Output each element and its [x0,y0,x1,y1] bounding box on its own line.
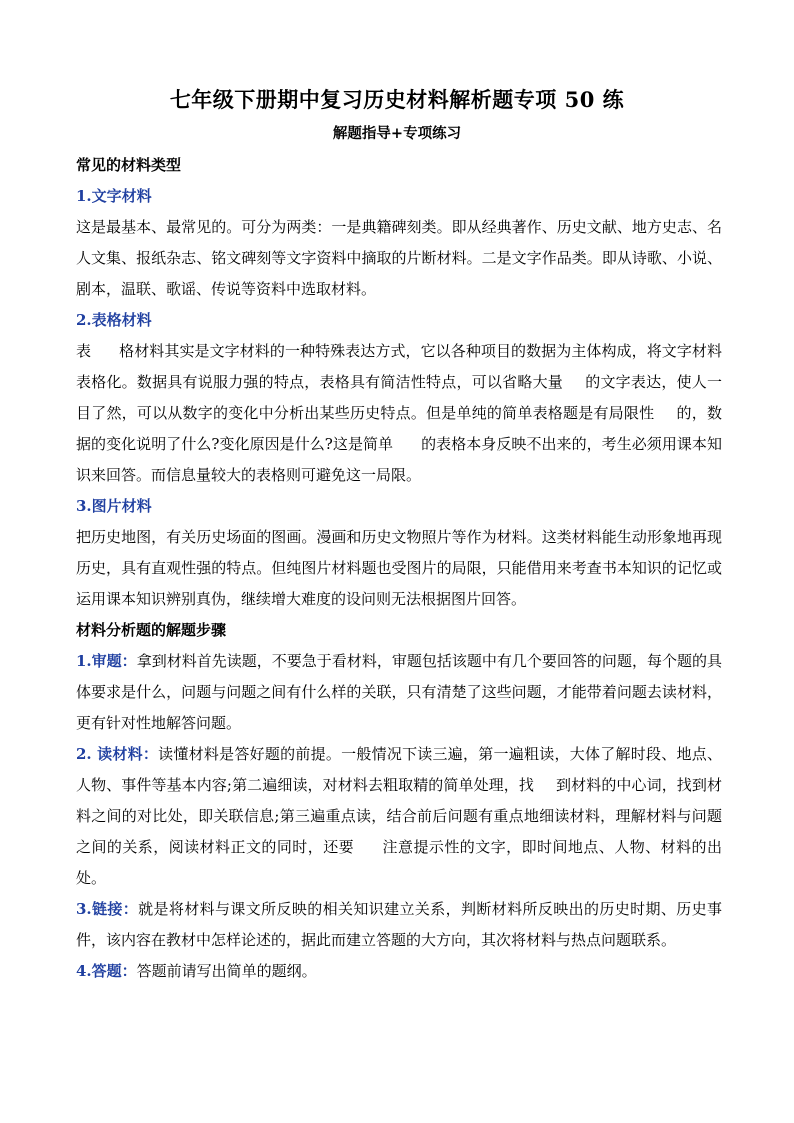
table-para-part-4: 的，数据的变化说明了什么?变化原因是什么?这是简单 [76,404,722,453]
table-para-part-1: 表 [76,342,92,360]
table-para-part-3: 的文字表达，使人一目了然，可以从数字的变化中分析出某些历史特点。但是单纯的简单表格题是有局限性 [76,373,722,422]
step-label: 3.链接： [76,900,139,918]
step-text: 就是将材料与课文所反映的相关知识建立关系，判断材料所反映出的历史时期、历史事件，该内容在教材中怎样论述的，据此而建立答题的大方向，其次将材料与热点问题联系。 [76,900,722,949]
step-text: 拿到材料首先读题，不要急于看材料，审题包括该题中有几个要回答的问题，每个题的具体要求是什么，问题与问题之间有什么样的关联，只有清楚了这些问题，才能带着问题去读材料，更有针对性地解答问题。 [76,652,722,732]
heading-text-material: 1.文字材料 [76,187,152,205]
step-text: 读懂材料是答好题的前提。一般情况下读三遍，第一遍粗读，大体了解时段、地点、人物、事件等基本内容;第二遍细读，对材料去粗取精的简单处理，找 [76,745,722,794]
step-read-material [76,739,722,894]
page-title: 七年级下册期中复习历史材料解析题专项 50 练 [169,87,625,112]
step-text: 注意提示性的文字，即时间地点、人物、材料的出处。 [76,838,722,887]
step-read-question [76,646,722,739]
heading-picture-material: 3.图片材料 [76,497,152,515]
step-label: 4.答题： [76,962,137,980]
step-label: 1.审题： [76,652,137,670]
paragraph-table-material [76,336,722,491]
table-para-part-2: 格材料其实是文字材料的一种特殊表达方式，它以各种项目的数据为主体构成，将文字材料表格化。数据具有说服力强的特点，表格具有简洁性特点，可以省略大量 [76,342,722,391]
heading-table-material: 2.表格材料 [76,311,152,329]
document-body [76,150,722,987]
step-link [76,894,722,956]
paragraph-picture-material: 把历史地图，有关历史场面的图画。漫画和历史文物照片等作为材料。这类材料能生动形象地再现历史，具有直观性强的特点。但纯图片材料题也受图片的局限，只能借用来考查书本知识的记忆或运用课本知识辨别真伪，继续增大难度的设问则无法根据图片回答。 [76,528,722,608]
paragraph-text-material: 这是最基本、最常见的。可分为两类：一是典籍碑刻类。即从经典著作、历史文献、地方史志、名人文集、报纸杂志、铭文碑刻等文字资料中摘取的片断材料。二是文字作品类。即从诗歌、小说、剧本，温联、歌谣、传说等资料中选取材料。 [76,218,722,298]
section-heading-solving-steps: 材料分析题的解题步骤 [76,621,227,639]
step-text: 答题前请写出简单的题纲。 [136,962,317,980]
step-text: 到材料的中心词，找到材料之间的对比处，即关联信息;第三遍重点读，结合前后问题有重点地细读材料，理解材料与问题之间的关系，阅读材料正文的同时，还要 [76,776,722,856]
section-heading-material-types: 常见的材料类型 [76,156,182,174]
table-para-part-5: 的表格本身反映不出来的，考生必须用课本知识来回答。而信息量较大的表格则可避免这一局限。 [76,435,722,484]
step-answer [76,956,722,987]
page-subtitle: 解题指导+专项练习 [332,125,462,142]
step-label: 2. 读材料： [76,745,159,763]
